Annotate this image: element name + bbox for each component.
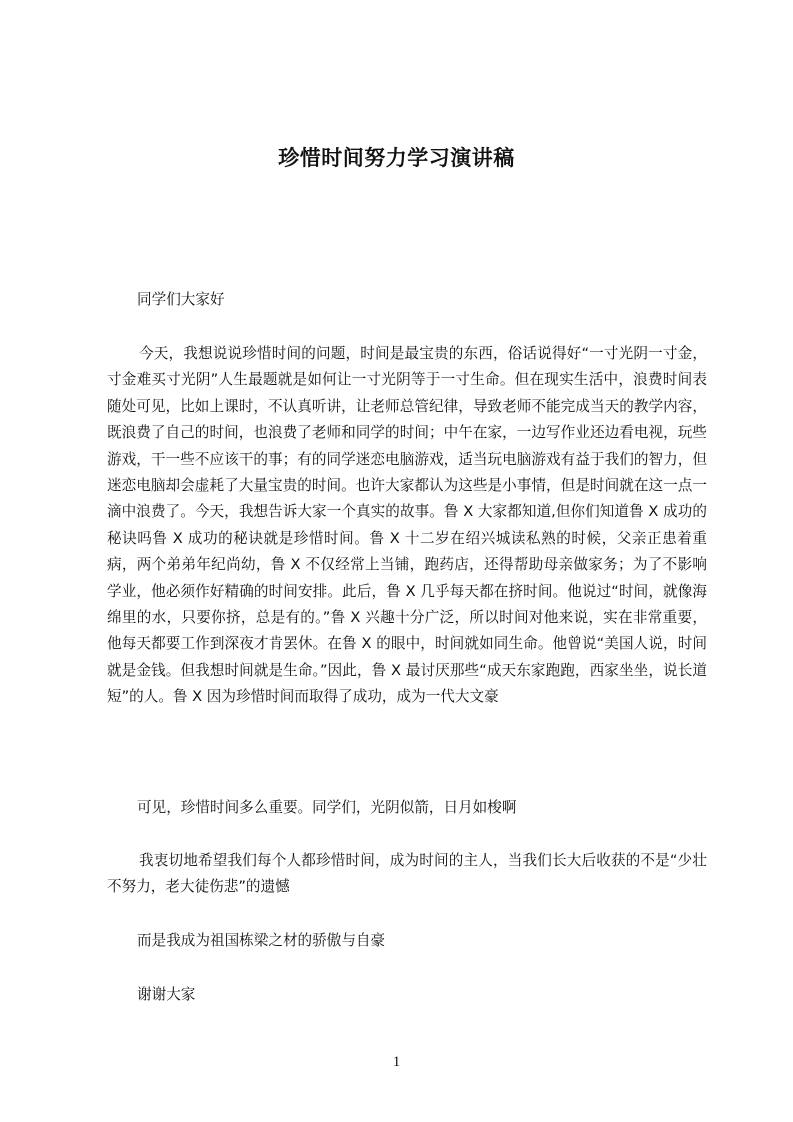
main-story-paragraph: 今天，我想说说珍惜时间的问题，时间是最宝贵的东西，俗话说得好“一寸光阴一寸金，寸金难买寸光阴”人生最题就是如何让一寸光阴等于一寸生命。但在现实生活中，浪费时间表随处可见，比如上课时，不认真听讲，让老师总管纪律，导致老师不能完成当天的教学内容，既浪费了自己的时间，也浪费了老师和同学的时间；中午在家，一边写作业还边看电视，玩些游戏，干一些不应该干的事；有的同学迷恋电脑游戏，适当玩电脑游戏有益于我们的智力，但迷恋电脑却会虚耗了大量宝贵的时间。也许大家都认为这些是小事情，但是时间就在这一点一滴中浪费了。今天，我想告诉大家一个真实的故事。鲁 X 大家都知道,但你们知道鲁 X 成功的秘诀吗鲁 X 成功的秘诀就是珍惜时间。鲁 X 十二岁在绍兴城读私熟的时候，父亲正患着重病，两个弟弟年纪尚幼，鲁 X 不仅经常上当铺，跑药店，还得帮助母亲做家务；为了不影响学业，他必须作好精确的时间安排。此后，鲁 X 几乎每天都在挤时间。他说过“时间，就像海绵里的水，只要你挤，总是有的。”鲁 X 兴趣十分广泛，所以时间对他来说，实在非常重要，他每天都要工作到深夜才肯罢休。在鲁 X 的眼中，时间就如同生命。他曾说“美国人说，时间就是金钱。但我想时间就是生命。”因此，鲁 X 最讨厌那些“成天东家跑跑，西家坐坐，说长道短”的人。鲁 X 因为珍惜时间而取得了成功，成为一代大文豪 — [107, 345, 707, 706]
document-title: 珍惜时间努力学习演讲稿 — [278, 146, 515, 170]
hope-paragraph: 我衷切地希望我们每个人都珍惜时间，成为时间的主人，当我们长大后收获的不是“少壮不努力，老大徒伤悲”的遗憾 — [107, 852, 707, 896]
page-number: 1 — [392, 1054, 401, 1070]
pride-paragraph: 而是我成为祖国栋梁之材的骄傲与自豪 — [137, 932, 386, 949]
time-value-paragraph: 可见，珍惜时间多么重要。同学们，光阴似箭，日月如梭啊 — [137, 799, 517, 816]
greeting-paragraph: 同学们大家好 — [137, 291, 225, 308]
closing-thanks: 谢谢大家 — [137, 986, 196, 1003]
